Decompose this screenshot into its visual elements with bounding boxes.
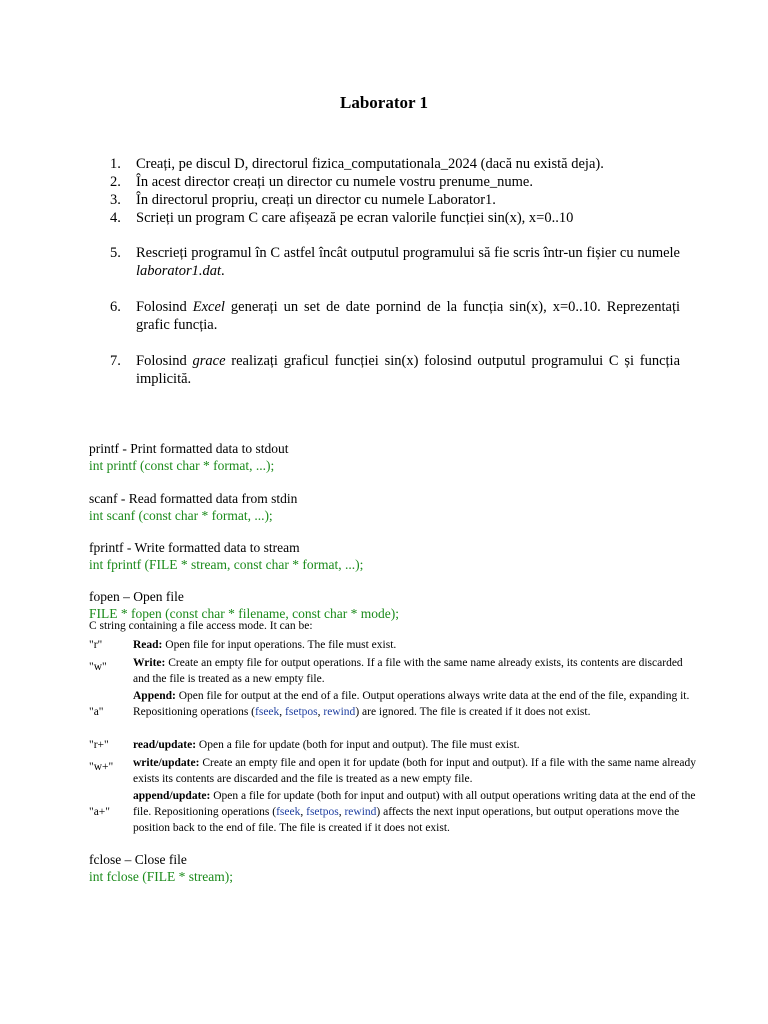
- fsetpos-link[interactable]: fsetpos: [306, 806, 339, 818]
- list-item: 5. Rescrieți programul în C astfel încât outputul programului să fie scris într-un fișier cu numele laborator1.dat.: [110, 245, 680, 279]
- step-5: [110, 244, 680, 280]
- rewind-link[interactable]: rewind: [323, 706, 356, 718]
- list-item: 3. În directorul propriu, creați un director cu numele Laborator1.: [110, 192, 496, 208]
- function-fopen: fopen – Open file FILE * fopen (const char * filename, const char * mode);: [89, 589, 400, 621]
- list-item: 6. Folosind Excel generați un set de date pornind de la funcția sin(x), x=0..10. Reprezentați grafic funcția.: [110, 299, 680, 333]
- fseek-link[interactable]: fseek: [276, 806, 301, 818]
- list-item: 7. Folosind grace realizați graficul funcției sin(x) folosind outputul programului C și funcția implicită.: [110, 353, 681, 387]
- rewind-link[interactable]: rewind: [344, 806, 377, 818]
- step-6: [110, 298, 680, 334]
- mode-row-r-plus: "r+" read/update: Open a file for update (both for input and output). The file must exist.: [89, 739, 520, 751]
- mode-row-a: "a" Append: Open file for output at the end of a file. Output operations always write data at the end of the file, expanding it. Repositioning operations (fseek, fsetpos, rewind) are ignored. The file is created if it does not exist.: [89, 690, 690, 718]
- mode-row-r: "r" Read: Open file for input operations. The file must exist.: [89, 639, 397, 651]
- list-item: 2. În acest director creați un director cu numele vostru prenume_nume.: [110, 174, 533, 190]
- function-printf: printf - Print formatted data to stdout int printf (const char * format, ...);: [89, 441, 289, 473]
- mode-row-w: "w" Write: Create an empty file for output operations. If a file with the same name already exists, its contents are discarded and the file is treated as a new empty file.: [89, 657, 683, 685]
- fsetpos-link[interactable]: fsetpos: [285, 706, 318, 718]
- step-7: [110, 352, 680, 388]
- function-fclose: fclose – Close file int fclose (FILE * stream);: [89, 852, 233, 884]
- page-title: Laborator 1: [340, 93, 428, 112]
- mode-row-a-plus: "a+" append/update: Open a file for update (both for input and output) with all output operations writing data at the end of the file. Repositioning operations (fseek, fsetpos, rewind) affects the next input operations, but output operations move the position back to the end of file. The file is created if it does not exist.: [89, 790, 696, 834]
- list-item: 1. Creați, pe discul D, directorul fizica_computationala_2024 (dacă nu există deja).: [110, 156, 604, 172]
- mode-row-w-plus: "w+" write/update: Create an empty file and open it for update (both for input and output). If a file with the same name already exists its contents are discarded and the file is treated as a new empty file.: [89, 757, 697, 785]
- steps-list-a: [110, 155, 680, 227]
- function-scanf: scanf - Read formatted data from stdin int scanf (const char * format, ...);: [89, 491, 298, 523]
- modes-intro: C string containing a file access mode. It can be:: [89, 620, 313, 632]
- function-fprintf: fprintf - Write formatted data to stream int fprintf (FILE * stream, const char * format, ...);: [89, 540, 364, 572]
- fseek-link[interactable]: fseek: [255, 706, 280, 718]
- list-item: 4. Scrieți un program C care afișează pe ecran valorile funcției sin(x), x=0..10: [110, 210, 574, 226]
